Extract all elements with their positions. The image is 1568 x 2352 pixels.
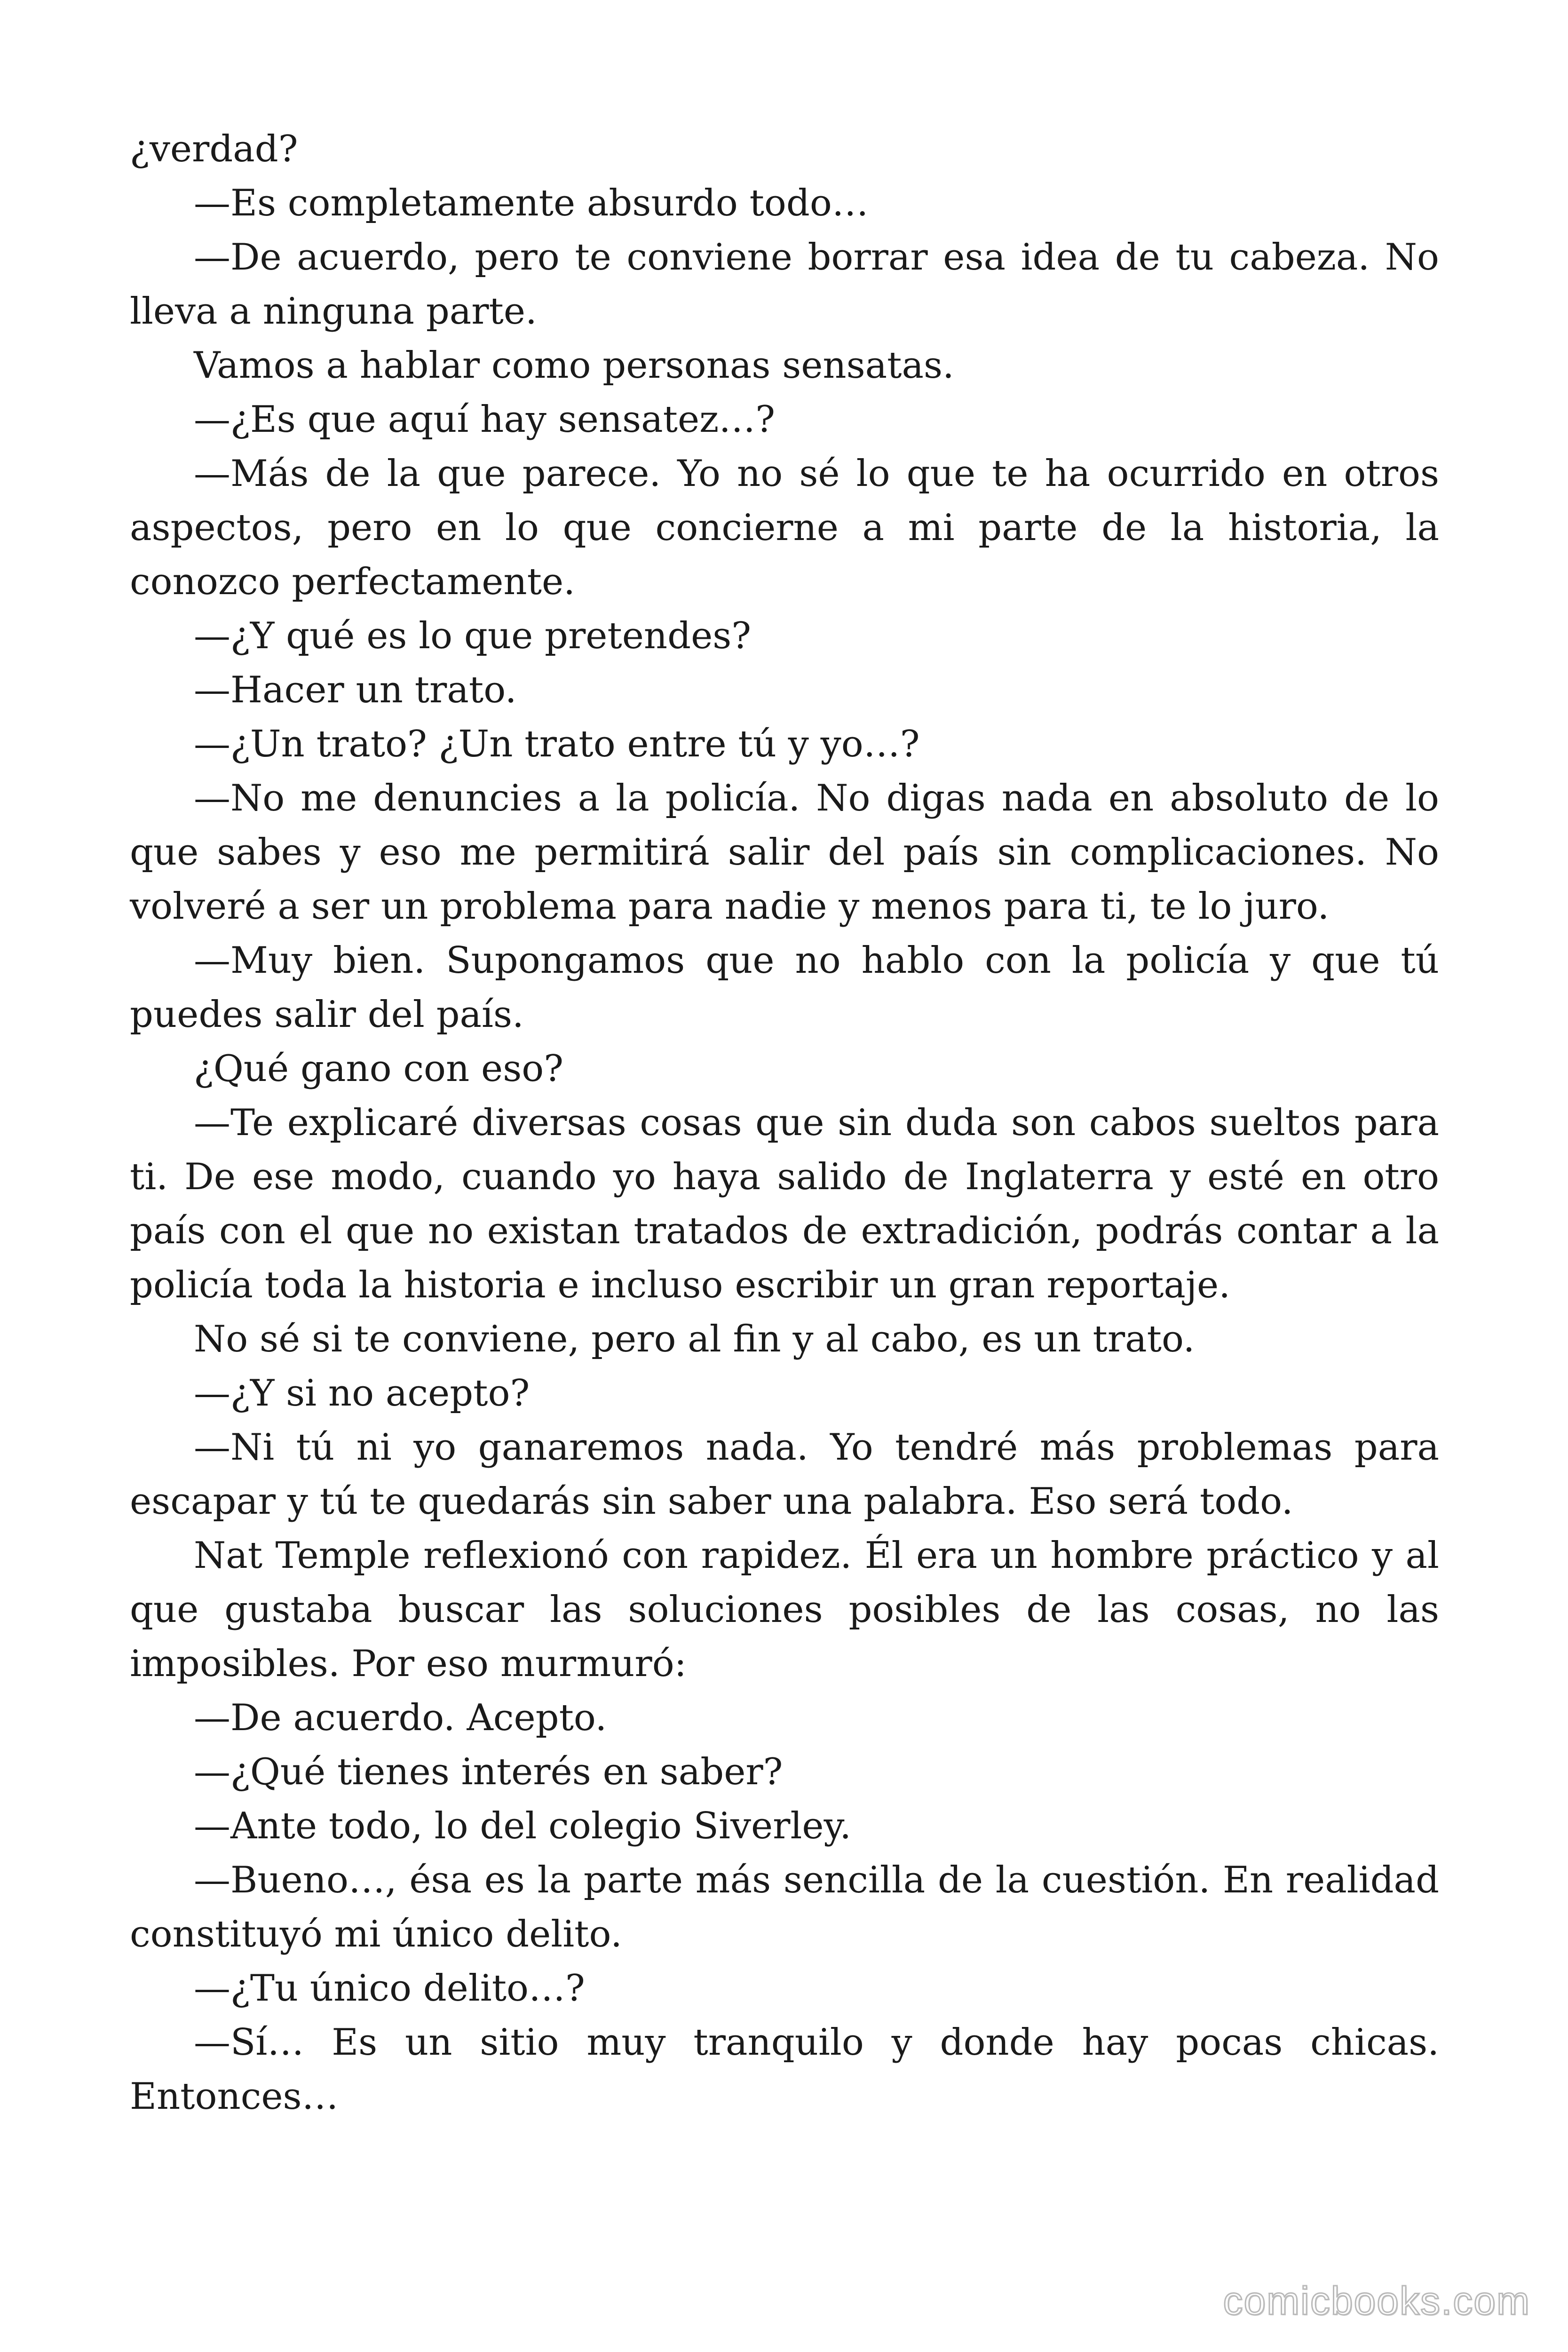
paragraph: —Es completamente absurdo todo… <box>194 182 869 224</box>
paragraph: —Muy bien. Supongamos que no hablo con la policía y que tú puedes salir del país. <box>130 939 1439 1036</box>
paragraph: —Ni tú ni yo ganaremos nada. Yo tendré más problemas para escapar y tú te quedarás sin saber una palabra. Eso será todo. <box>130 1426 1439 1523</box>
paragraph: —¿Tu único delito…? <box>194 1967 585 2010</box>
page-body <box>130 122 1439 2124</box>
paragraph: —De acuerdo, pero te conviene borrar esa idea de tu cabeza. No lleva a ninguna parte. <box>130 236 1439 333</box>
paragraph: Nat Temple reflexionó con rapidez. Él era un hombre práctico y al que gustaba buscar las soluciones posibles de las cosas, no las imposibles. Por eso murmuró: <box>130 1534 1439 1685</box>
paragraph: No sé si te conviene, pero al fin y al cabo, es un trato. <box>194 1318 1195 1360</box>
paragraph: —De acuerdo. Acepto. <box>194 1697 607 1739</box>
paragraph: ¿verdad? <box>130 128 298 170</box>
paragraph: —Hacer un trato. <box>194 669 517 711</box>
paragraph: —Bueno…, ésa es la parte más sencilla de la cuestión. En realidad constituyó mi único delito. <box>130 1859 1439 1955</box>
paragraph: —¿Y qué es lo que pretendes? <box>194 615 752 657</box>
paragraph: —Sí… Es un sitio muy tranquilo y donde hay pocas chicas. Entonces… <box>130 2021 1439 2118</box>
paragraph: —Ante todo, lo del colegio Siverley. <box>194 1805 852 1847</box>
paragraph: —¿Qué tienes interés en saber? <box>194 1751 783 1793</box>
paragraph: —No me denuncies a la policía. No digas nada en absoluto de lo que sabes y eso me permitirá salir del país sin complicaciones. No volveré a ser un problema para nadie y menos para ti, te lo juro. <box>130 777 1439 928</box>
paragraph: —Te explicaré diversas cosas que sin duda son cabos sueltos para ti. De ese modo, cuando yo haya salido de Inglaterra y esté en otro país con el que no existan tratados de extradición, podrás contar a la policía toda la historia e incluso escribir un gran reportaje. <box>130 1102 1439 1306</box>
paragraph: —¿Y si no acepto? <box>194 1372 530 1414</box>
paragraph: —¿Un trato? ¿Un trato entre tú y yo…? <box>194 723 920 765</box>
paragraph: —Más de la que parece. Yo no sé lo que te ha ocurrido en otros aspectos, pero en lo que concierne a mi parte de la historia, la conozco perfectamente. <box>130 453 1439 603</box>
paragraph: ¿Qué gano con eso? <box>194 1048 564 1090</box>
paragraph: —¿Es que aquí hay sensatez…? <box>194 398 776 441</box>
watermark: comicbooks.com <box>1223 2279 1530 2323</box>
paragraph: Vamos a hablar como personas sensatas. <box>194 344 954 387</box>
